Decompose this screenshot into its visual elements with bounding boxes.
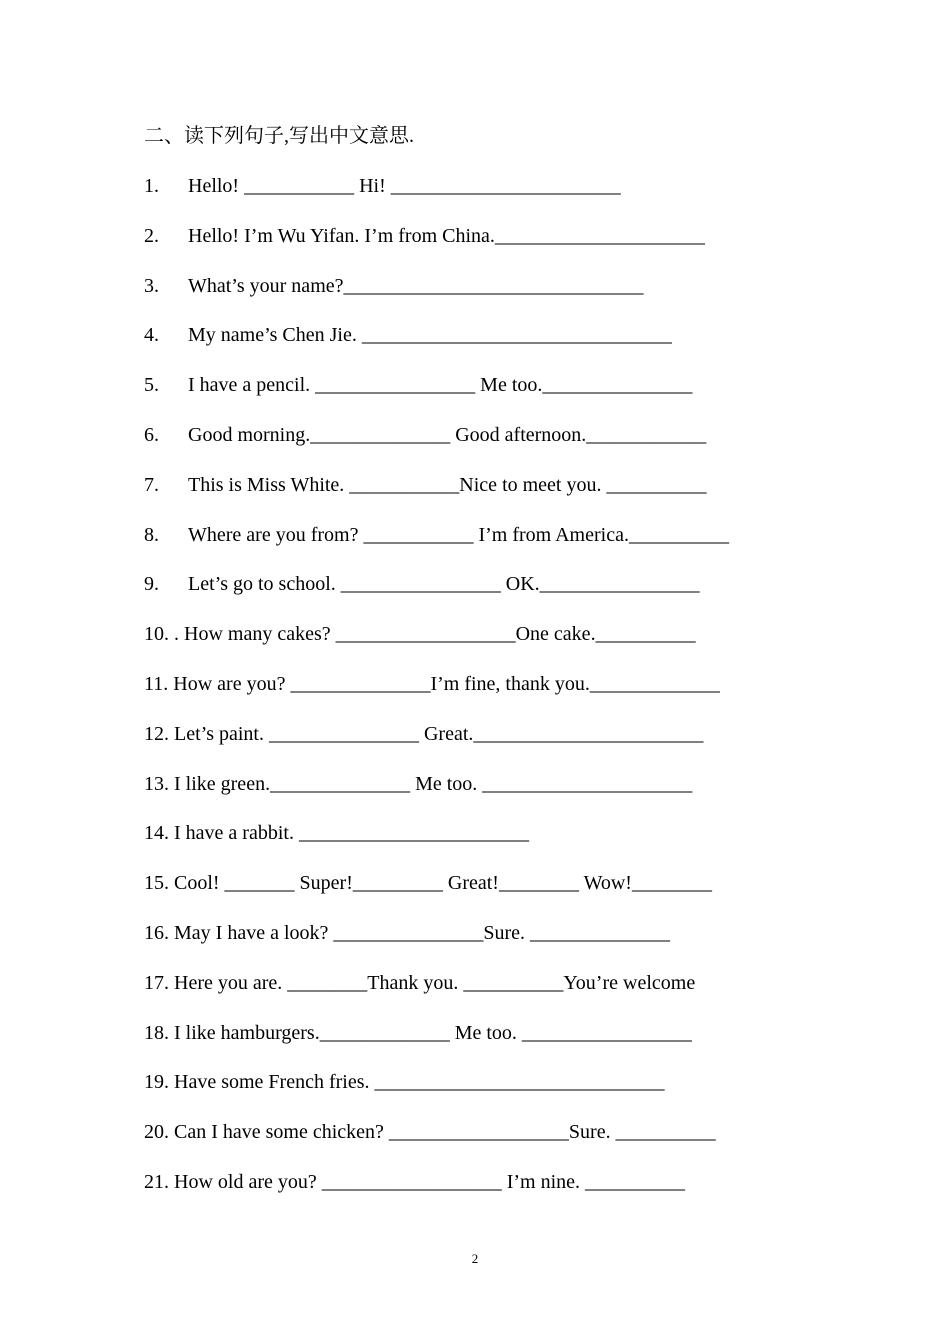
page-number: 2 [471,1251,479,1266]
item-number: 10. [144,623,169,646]
item-text: Hello! I’m Wu Yifan. I’m from China._____________________ [188,224,705,247]
exercise-item [144,720,844,770]
item-text: I have a pencil. ________________ Me too._______________ [188,374,693,397]
item-text: Here you are. ________Thank you. __________You’re welcome [174,971,696,994]
exercise-item [144,222,844,272]
exercise-item [144,172,844,222]
item-text: Can I have some chicken? __________________Sure. __________ [174,1121,716,1144]
exercise-item [144,1118,844,1168]
exercise-item [144,770,844,820]
exercise-item [144,670,844,720]
item-number: 11. [144,672,169,695]
item-text: Let’s paint. _______________ Great._______________________ [174,722,704,745]
exercise-list [144,172,844,1218]
item-number: 18. [144,1021,169,1044]
exercise-item [144,570,844,620]
item-number: 4. [144,324,159,347]
item-number: 1. [144,175,159,197]
item-number: 17. [144,971,169,994]
item-text: I like green.______________ Me too. _____________________ [174,772,693,795]
item-number: 15. [144,872,169,895]
exercise-item [144,969,844,1019]
item-number: 3. [144,274,159,297]
item-number: 12. [144,722,169,745]
exercise-item [144,919,844,969]
item-number: 16. [144,921,169,944]
exercise-item [144,869,844,919]
exercise-item [144,371,844,421]
item-number: 5. [144,374,159,397]
item-text: I have a rabbit. _______________________ [174,822,529,845]
exercise-item [144,272,844,322]
item-text: Have some French fries. _____________________________ [174,1071,665,1094]
exercise-item [144,1168,844,1218]
item-number: 9. [144,573,159,596]
item-text: Let’s go to school. ________________ OK.________________ [188,573,700,596]
section-title: 二、读下列句子,写出中文意思. [144,125,414,147]
item-text: How old are you? __________________ I’m nine. __________ [174,1170,686,1193]
exercise-item [144,471,844,521]
item-number: 2. [144,224,159,247]
item-number: 20. [144,1121,169,1144]
item-text: Cool! _______ Super!_________ Great!________ Wow!________ [174,872,712,895]
item-text: Good morning.______________ Good afternoon.____________ [188,423,707,446]
item-text: How are you? ______________I’m fine, thank you._____________ [173,672,720,695]
item-number: 14. [144,822,169,845]
item-text: What’s your name?______________________________ [188,274,644,297]
item-number: 19. [144,1071,169,1094]
exercise-item [144,421,844,471]
item-number: 21. [144,1170,169,1193]
item-number: 13. [144,772,169,795]
item-number: 7. [144,473,159,496]
item-number: 6. [144,423,159,446]
item-text: May I have a look? _______________Sure. ______________ [174,921,671,944]
item-number: 8. [144,523,159,546]
item-text: Hello! ___________ Hi! _______________________ [188,175,621,197]
exercise-item [144,321,844,371]
exercise-item [144,521,844,571]
exercise-item [144,620,844,670]
item-text: Where are you from? ___________ I’m from America.__________ [188,523,729,546]
exercise-item [144,1019,844,1069]
exercise-item [144,1068,844,1118]
exercise-item [144,819,844,869]
item-text: My name’s Chen Jie. _______________________________ [188,324,672,347]
item-text: This is Miss White. ___________Nice to meet you. __________ [188,473,707,496]
item-text: . How many cakes? __________________One cake.__________ [174,623,696,646]
item-text: I like hamburgers._____________ Me too. _________________ [174,1021,692,1044]
